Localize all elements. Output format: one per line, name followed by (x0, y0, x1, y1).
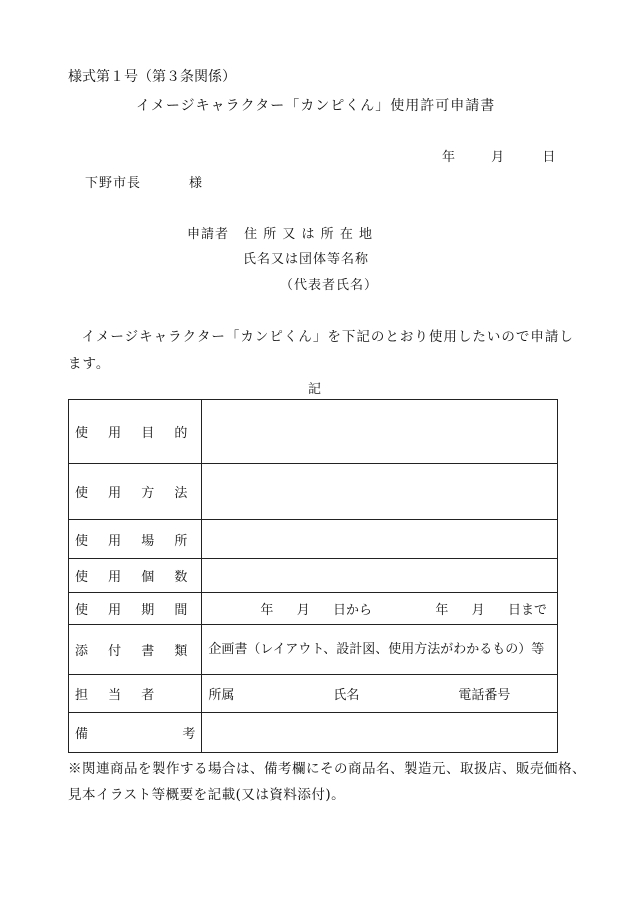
period-from-year: 年 (260, 603, 274, 618)
date-month: 月 (491, 150, 505, 165)
period-field[interactable] (202, 593, 558, 625)
quantity-field[interactable] (202, 559, 558, 593)
application-table (68, 399, 558, 753)
person-label: 担 当 者 (69, 675, 202, 713)
table-row (69, 464, 558, 520)
remarks-field[interactable] (202, 713, 558, 753)
period-to-month: 月 (471, 603, 485, 618)
table-row (69, 400, 558, 464)
contact-affiliation-label: 所属 (208, 688, 235, 703)
document-title: イメージキャラクター「カンピくん」使用許可申請書 (136, 98, 496, 114)
body-text: イメージキャラクター「カンピくん」を下記のとおり使用したいので申請します。 (68, 329, 574, 372)
attachments-value: 企画書（レイアウト、設計図、使用方法がわかるもの）等 (202, 625, 558, 675)
period-to-day: 日まで (507, 603, 547, 618)
applicant-address-row (187, 223, 373, 242)
addressee-name: 下野市長 (85, 176, 142, 191)
quantity-label: 使 用 個 数 (69, 559, 202, 593)
period-from-day: 日から (333, 603, 373, 618)
table-row (69, 559, 558, 593)
purpose-field[interactable] (202, 400, 558, 464)
applicant-label: 申請者 (187, 227, 230, 242)
table-row (69, 625, 558, 675)
form-number: 様式第１号（第３条関係） (68, 69, 236, 85)
attachments-label: 添 付 書 類 (69, 625, 202, 675)
table-row (69, 593, 558, 625)
method-label: 使 用 方 法 (69, 464, 202, 520)
applicant-representative-label: （代表者氏名） (280, 278, 379, 293)
contact-name-label: 氏名 (333, 688, 360, 703)
date-year: 年 (442, 150, 456, 165)
table-row (69, 713, 558, 753)
method-field[interactable] (202, 464, 558, 520)
purpose-label: 使 用 目 的 (69, 400, 202, 464)
period-label: 使 用 期 間 (69, 593, 202, 625)
applicant-address-label: 住 所 又 は 所 在 地 (244, 227, 373, 242)
contact-phone-label: 電話番号 (458, 688, 511, 703)
date-day: 日 (542, 150, 556, 165)
person-field[interactable] (202, 675, 558, 713)
table-row (69, 675, 558, 713)
remarks-label: 備 考 (69, 713, 202, 753)
footnote: ※関連商品を製作する場合は、備考欄にその商品名、製造元、取扱店、販売価格、見本イラスト等概要を記載(又は資料添付)。 (68, 761, 586, 803)
place-field[interactable] (202, 520, 558, 559)
addressee-honorific: 様 (189, 176, 204, 191)
ki-label: 記 (308, 382, 322, 397)
date-line (442, 146, 555, 165)
addressee (85, 172, 203, 191)
period-from-month: 月 (296, 603, 310, 618)
place-label: 使 用 場 所 (69, 520, 202, 559)
period-to-year: 年 (435, 603, 449, 618)
table-row (69, 520, 558, 559)
applicant-name-label: 氏名又は団体等名称 (243, 252, 370, 267)
